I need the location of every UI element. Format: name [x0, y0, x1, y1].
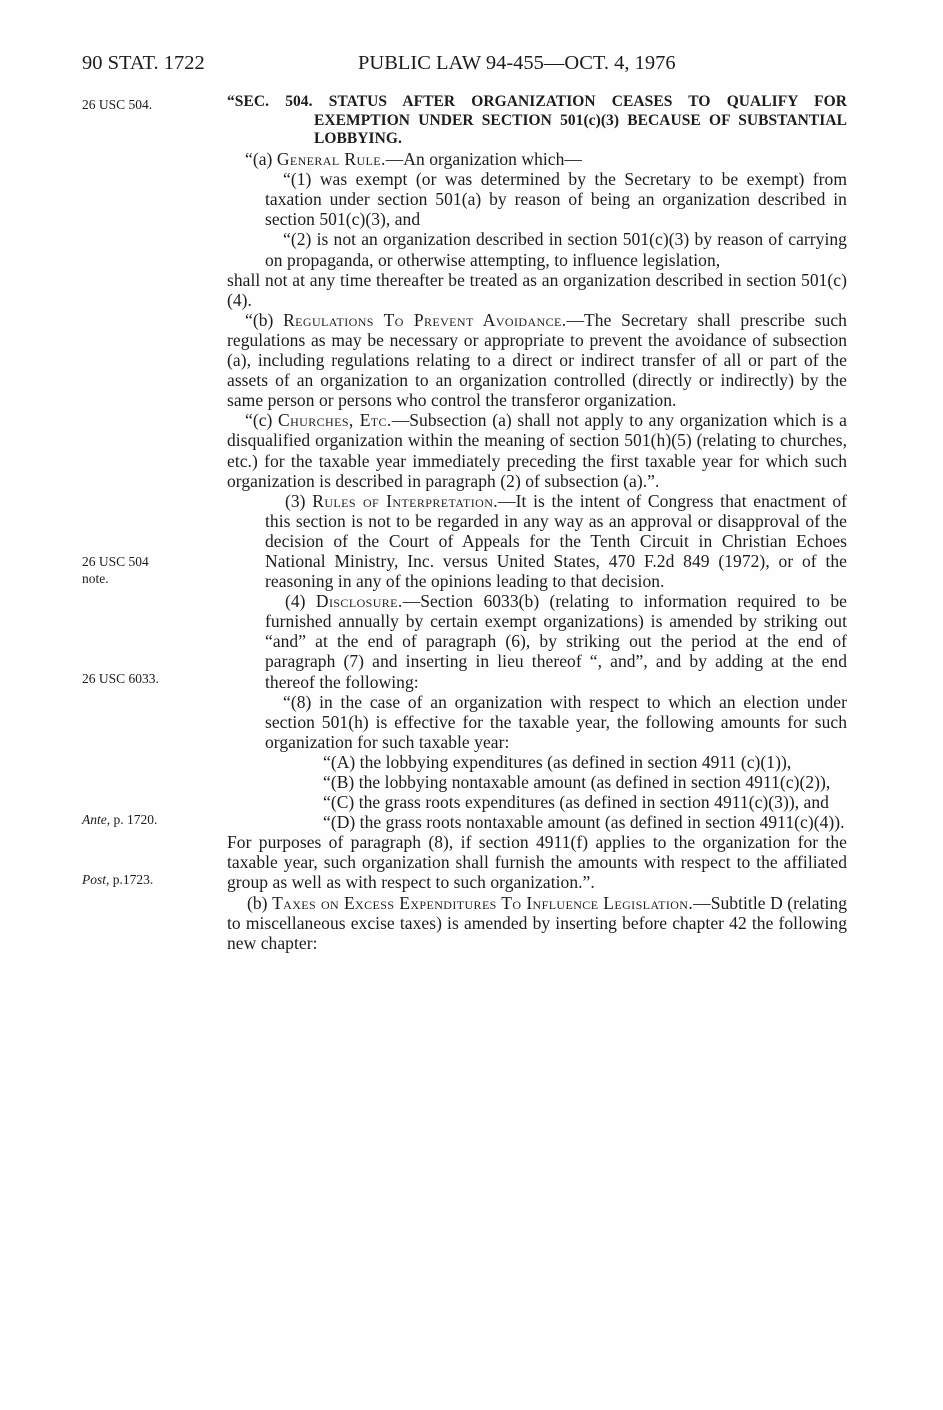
paragraph-rules-of-interpretation: [227, 491, 847, 591]
subsection-c-text: —Subsection (a) shall not apply to any organization which is a disqualified organization within the meaning of section 501(h)(5) (relating to churches, etc.) for the taxable year immediately preceding the first taxable year for which such organization is described in paragraph (2) of subsection (a).”.: [227, 410, 847, 491]
subsection-a: [227, 149, 847, 169]
margin-note-post: [82, 871, 202, 888]
post-label: Post,: [82, 872, 110, 887]
post-page: p.1723.: [109, 872, 154, 887]
taxes-text: —Subtitle D (relating to miscellaneous excise taxes) is amended by inserting before chapter 42 the following new chapter:: [227, 892, 847, 953]
margin-note-26-usc-6033: 26 USC 6033.: [82, 671, 159, 686]
subsection-a-title: General Rule.: [276, 149, 386, 170]
public-law-title: PUBLIC LAW 94-455—OCT. 4, 1976: [358, 52, 676, 74]
paragraph-a2: “(2) is not an organization described in section 501(c)(3) by reason of carrying on propaganda, or otherwise attempting, to influence legislation,: [265, 229, 847, 270]
margin-note-26-usc-504-note: [82, 553, 202, 587]
paragraph-8: “(8) in the case of an organization with respect to which an election under section 501(h) is effective for the taxable year, the following amounts for such organization for such taxable year:: [265, 691, 847, 752]
taxes-title: Taxes on Excess Expenditures To Influence Legislation.: [272, 892, 694, 913]
rules-title: Rules of Interpretation.: [312, 490, 499, 511]
subsection-b-title: Regulations To Prevent Avoidance.: [283, 309, 567, 330]
margin-note-ante: [82, 811, 202, 828]
subsection-a-text: —An organization which—: [385, 149, 582, 170]
subsection-c: [227, 410, 847, 490]
subsection-c-label: “(c): [245, 410, 279, 431]
subsection-b-taxes: [227, 893, 847, 953]
subsection-b-label: “(b): [245, 309, 284, 330]
disclosure-label: (4): [285, 591, 316, 612]
subsection-a-tail: shall not at any time thereafter be treated as an organization described in section 501(c)(4).: [227, 269, 847, 310]
margin-note-label: note.: [82, 571, 109, 586]
rules-label: (3): [285, 490, 313, 511]
paragraph-a1: “(1) was exempt (or was determined by the Secretary to be exempt) from taxation under section 501(a) by reason of being an organization described in section 501(c)(3), and: [265, 169, 847, 230]
paragraph-disclosure: [227, 591, 847, 691]
taxes-label: (b): [247, 892, 273, 913]
subparagraph-A: “(A) the lobbying expenditures (as defined in section 4911 (c)(1)),: [323, 751, 792, 772]
subsection-a-label: “(a): [245, 149, 277, 170]
rules-text: —It is the intent of Congress that enactment of this section is not to be regarded in any way as an approval or disapproval of the decision of the Court of Appeals for the Tenth Circuit in Christian Echoes National Ministry, Inc. versus United States, 470 F.2d 849 (1972), or of the reasoning in any of the opinions leading to that decision.: [265, 490, 847, 592]
subsection-b: [227, 310, 847, 410]
disclosure-tail: For purposes of paragraph (8), if section 4911(f) applies to the organization for the taxable year, such organization shall furnish the amounts with respect to the affiliated group as well as with respect to such organization.”.: [227, 832, 847, 893]
subsection-c-title: Churches, Etc.: [278, 410, 392, 431]
ante-page: p. 1720.: [110, 812, 158, 827]
body-text: [227, 93, 847, 953]
statute-page-number: 90 STAT. 1722: [82, 52, 205, 74]
margin-note-26-usc-504: 26 USC 504.: [82, 97, 153, 112]
margin-note-citation: 26 USC 504: [82, 554, 149, 569]
page-header: [82, 52, 702, 82]
subparagraph-B: “(B) the lobbying nontaxable amount (as defined in section 4911(c)(2)),: [323, 772, 831, 793]
ante-label: Ante,: [82, 812, 111, 827]
disclosure-text: —Section 6033(b) (relating to information required to be furnished annually by certain exempt organizations) is amended by striking out “and” at the end of paragraph (6), by striking out the period at the end of paragraph (7) and inserting in lieu thereof “, and”, and by adding at the end thereof the following:: [265, 591, 847, 692]
disclosure-title: Disclosure.: [315, 591, 403, 612]
subparagraph-D: “(D) the grass roots nontaxable amount (as defined in section 4911(c)(4)).: [323, 812, 845, 833]
subparagraph-C: “(C) the grass roots expenditures (as defined in section 4911(c)(3)), and: [323, 792, 829, 813]
subsection-b-text: —The Secretary shall prescribe such regulations as may be necessary or appropriate to prevent the avoidance of subsection (a), including regulations relating to a direct or indirect transfer of all or part of the assets of an organization to an organization controlled (directly or indirectly) by the same person or persons who control the transferor organization.: [227, 309, 847, 411]
section-heading: “SEC. 504. STATUS AFTER ORGANIZATION CEASES TO QUALIFY FOR EXEMPTION UNDER SECTION 501(c)(3) BECAUSE OF SUBSTANTIAL LOBBYING.: [227, 93, 847, 148]
